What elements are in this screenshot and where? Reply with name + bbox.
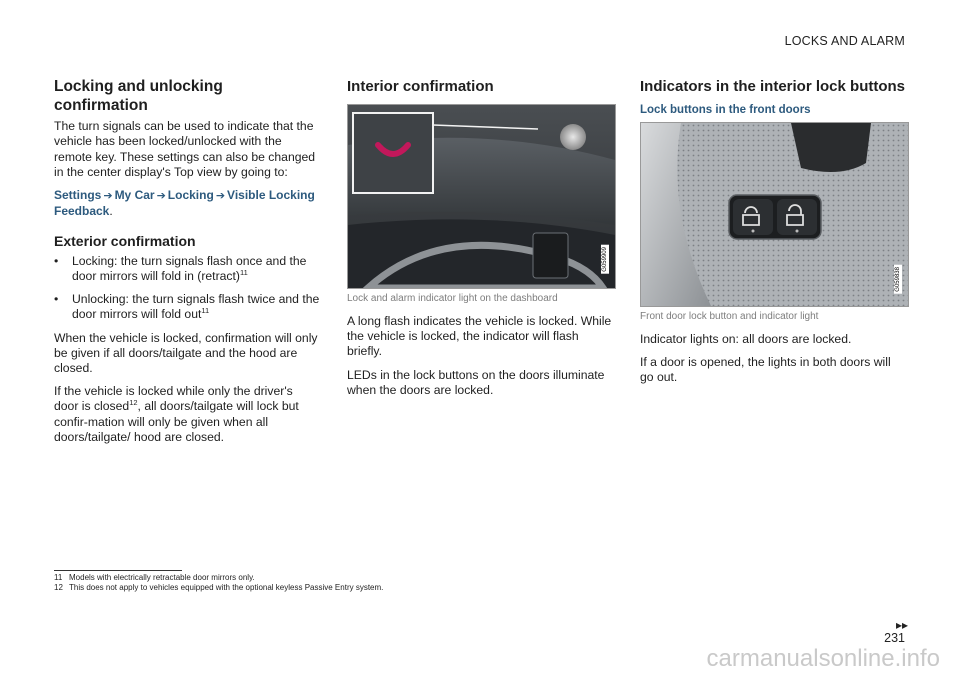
footnotes bbox=[54, 570, 654, 593]
page-number: 231 bbox=[884, 631, 905, 645]
exterior-title: Exterior confirmation bbox=[54, 233, 196, 249]
dashboard-illustration bbox=[348, 105, 615, 288]
indicators-title: Indicators in the interior lock buttons bbox=[640, 78, 906, 95]
section-title: Locking and unlocking confirmation bbox=[54, 78, 223, 114]
driver-door-text-a: If the vehicle is locked while only the driver's door is closed bbox=[54, 384, 293, 414]
door-caption: Front door lock button and indicator light bbox=[640, 311, 819, 322]
door-lock-illustration bbox=[641, 123, 908, 306]
bullet-icon: • bbox=[54, 292, 59, 307]
nav-settings: Settings bbox=[54, 188, 102, 202]
footnote-12 bbox=[54, 583, 654, 593]
footnote-rule bbox=[54, 570, 182, 571]
watermark: carmanualsonline.info bbox=[706, 645, 940, 672]
footnote-text: Models with electrically retractable door mirrors only. bbox=[69, 573, 255, 582]
list-item bbox=[54, 254, 320, 284]
dashboard-caption: Lock and alarm indicator light on the dashboard bbox=[347, 293, 558, 304]
footnote-number: 11 bbox=[54, 573, 63, 582]
door-figure bbox=[640, 122, 909, 307]
settings-path bbox=[54, 188, 320, 219]
bullet-unlocking-text: Unlocking: the turn signals flash twice and the door mirrors will fold out bbox=[72, 292, 320, 322]
interior-title: Interior confirmation bbox=[347, 78, 494, 95]
nav-locking: Locking bbox=[167, 188, 214, 202]
footnote-ref: 11 bbox=[201, 306, 210, 316]
bullet-locking-text: Locking: the turn signals flash once and the door mirrors will fold in (retract) bbox=[72, 253, 307, 283]
column-lock-buttons bbox=[640, 78, 907, 394]
figure-code: G059838 bbox=[895, 267, 901, 292]
leds-paragraph: LEDs in the lock buttons on the doors illuminate when the doors are locked. bbox=[347, 367, 605, 397]
figure-code: G059909 bbox=[602, 247, 608, 272]
arrow-right-icon: ➔ bbox=[215, 190, 226, 202]
driver-door-text-b: , all doors/tailgate will lock but confir-mation will only be given when all doors/tailgate/ hood are closed. bbox=[54, 399, 299, 444]
footnote-number: 12 bbox=[54, 583, 63, 592]
footnote-ref: 12 bbox=[129, 398, 138, 408]
footnote-ref: 11 bbox=[239, 267, 248, 277]
next-page-icon[interactable]: ▸▸ bbox=[895, 618, 908, 632]
door-opened-paragraph: If a door is opened, the lights in both doors will go out. bbox=[640, 355, 891, 385]
bullet-icon: • bbox=[54, 253, 59, 268]
section-header: LOCKS AND ALARM bbox=[784, 34, 905, 48]
column-interior-confirmation bbox=[347, 78, 614, 406]
locked-paragraph: When the vehicle is locked, confirmation will only be given if all doors/tailgate and the hood are closed. bbox=[54, 330, 318, 376]
column-locking-confirmation bbox=[54, 78, 320, 453]
intro-paragraph: The turn signals can be used to indicate that the vehicle has been locked/unlocked with the remote key. These settings can also be changed in the center display's Top view by going to: bbox=[54, 119, 316, 179]
exterior-list bbox=[54, 254, 320, 323]
indicator-on-paragraph: Indicator lights on: all doors are locked. bbox=[640, 332, 852, 346]
footnote-11 bbox=[54, 573, 654, 583]
lock-buttons-subtitle: Lock buttons in the front doors bbox=[640, 104, 811, 116]
nav-period: . bbox=[109, 204, 113, 218]
footnote-text: This does not apply to vehicles equipped with the optional keyless Passive Entry system. bbox=[69, 583, 384, 592]
long-flash-paragraph: A long flash indicates the vehicle is locked. While the vehicle is locked, the indicator will flash briefly. bbox=[347, 314, 612, 359]
driver-door-paragraph bbox=[54, 384, 320, 445]
dashboard-figure bbox=[347, 104, 616, 289]
arrow-right-icon: ➔ bbox=[156, 190, 166, 202]
nav-visible-locking-feedback: Visible Locking Feedback bbox=[54, 188, 315, 218]
arrow-right-icon: ➔ bbox=[103, 190, 113, 202]
list-item bbox=[54, 292, 320, 322]
nav-my-car: My Car bbox=[114, 188, 155, 202]
